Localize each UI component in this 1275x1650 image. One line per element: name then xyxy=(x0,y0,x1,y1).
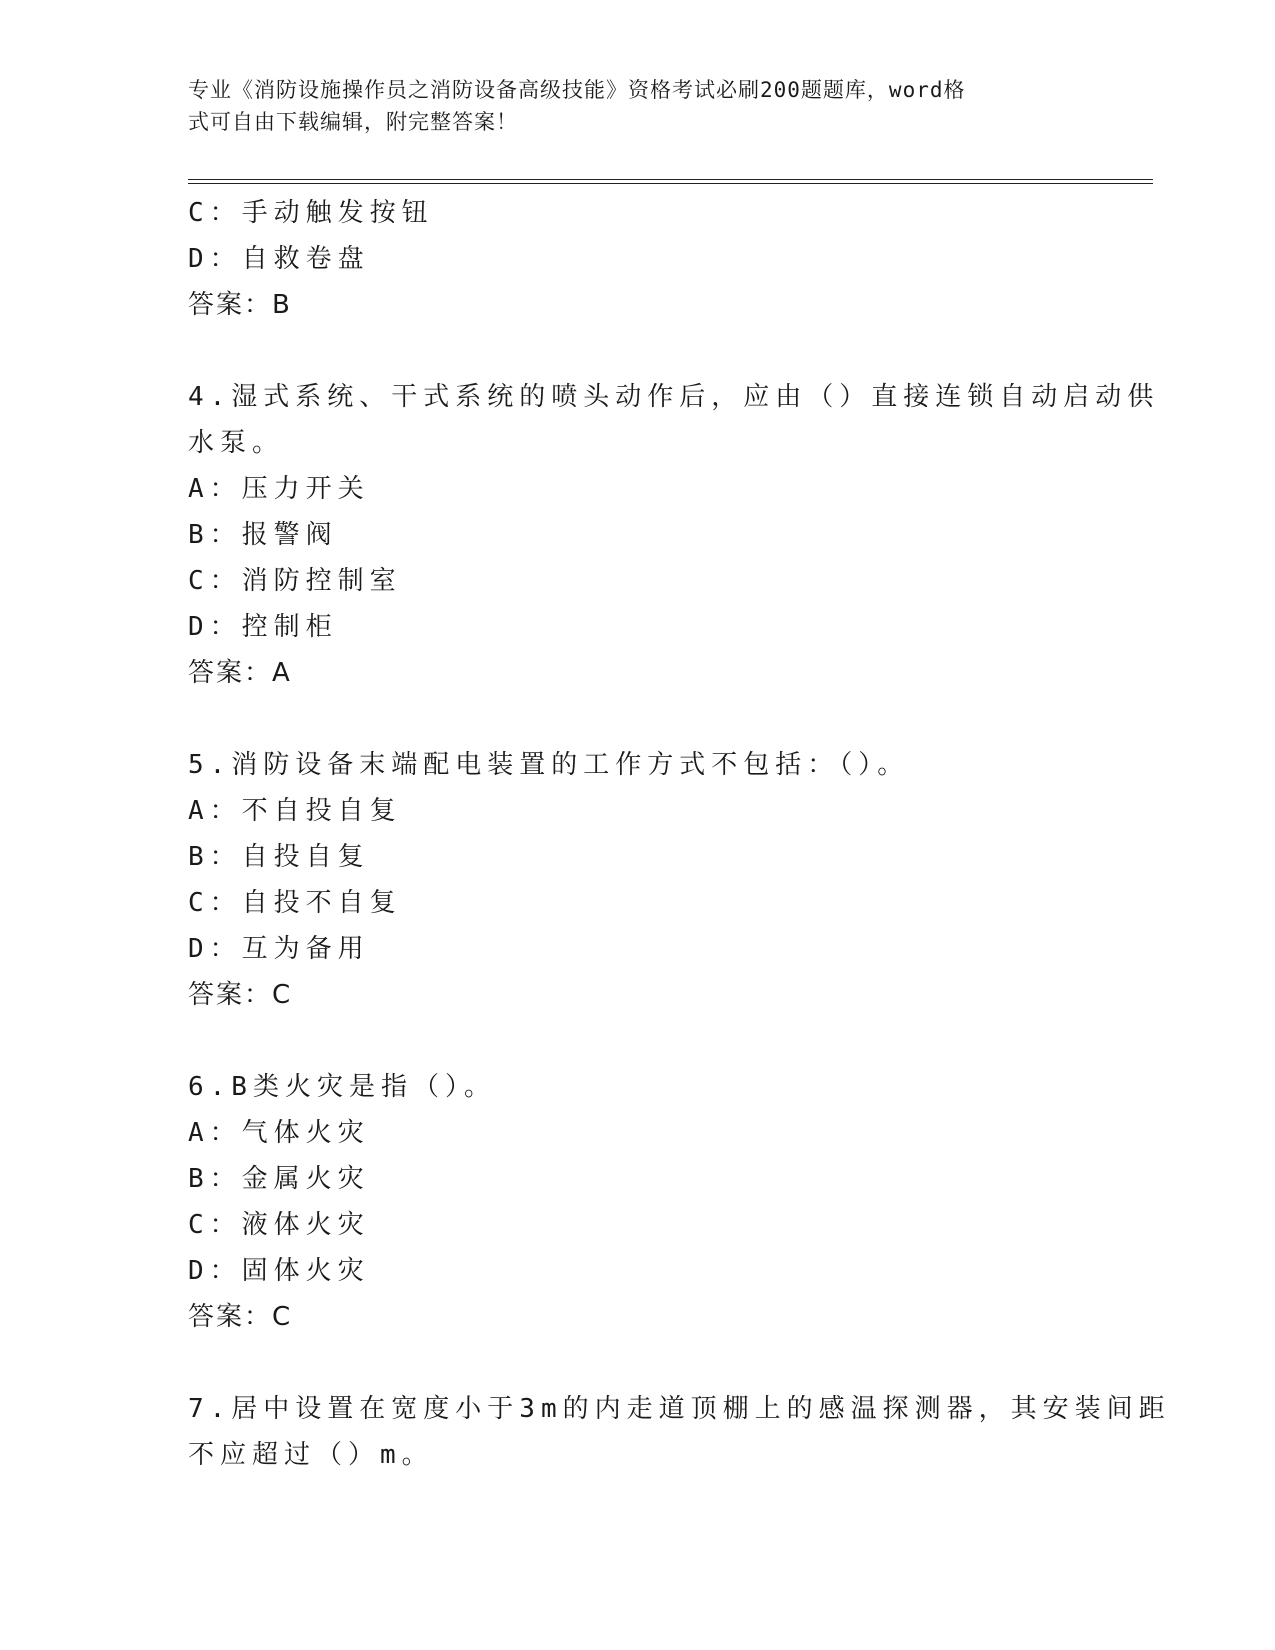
option-d: D：互为备用 xyxy=(188,934,370,964)
question-7 xyxy=(188,1386,1171,1478)
option-b: B：自投自复 xyxy=(188,842,370,872)
spacer xyxy=(188,1340,1088,1386)
document-header xyxy=(188,74,1088,138)
answer: 答案：A xyxy=(188,658,292,688)
question-stem: 4.湿式系统、干式系统的喷头动作后，应由（）直接连锁自动启动供 xyxy=(188,382,1160,412)
answer: 答案：B xyxy=(188,290,292,320)
option-a: A：压力开关 xyxy=(188,474,370,504)
option-c: C：液体火灾 xyxy=(188,1210,370,1240)
question-6 xyxy=(188,1064,1088,1340)
header-divider-thin xyxy=(188,179,1153,180)
spacer xyxy=(188,328,1088,374)
option-d: D：控制柜 xyxy=(188,612,338,642)
option-c: C：手动触发按钮 xyxy=(188,198,434,228)
answer: 答案：C xyxy=(188,1302,293,1332)
question-4 xyxy=(188,374,1160,696)
option-c: C：消防控制室 xyxy=(188,566,402,596)
option-c: C：自投不自复 xyxy=(188,888,402,918)
question-stem: 5.消防设备末端配电装置的工作方式不包括：（）。 xyxy=(188,750,910,780)
option-a: A：气体火灾 xyxy=(188,1118,370,1148)
question-stem-continued: 不应超过（）m。 xyxy=(188,1440,434,1470)
option-a: A：不自投自复 xyxy=(188,796,402,826)
answer: 答案：C xyxy=(188,980,293,1010)
header-title-line-2: 式可自由下载编辑，附完整答案！ xyxy=(188,110,518,134)
question-5 xyxy=(188,742,1088,1018)
spacer xyxy=(188,1018,1088,1064)
option-b: B：金属火灾 xyxy=(188,1164,370,1194)
question-3-tail xyxy=(188,190,1088,328)
question-list xyxy=(188,190,1171,1478)
option-b: B：报警阀 xyxy=(188,520,338,550)
question-stem-continued: 水泵。 xyxy=(188,428,285,458)
question-stem: 7.居中设置在宽度小于3m的内走道顶棚上的感温探测器，其安装间距 xyxy=(188,1394,1171,1424)
option-d: D：固体火灾 xyxy=(188,1256,370,1286)
spacer xyxy=(188,696,1088,742)
question-stem: 6.B类火灾是指（）。 xyxy=(188,1072,496,1102)
option-d: D：自救卷盘 xyxy=(188,244,370,274)
header-divider-thick xyxy=(188,183,1153,184)
header-title-line-1: 专业《消防设施操作员之消防设备高级技能》资格考试必刷200题题库，word格 xyxy=(188,78,966,102)
